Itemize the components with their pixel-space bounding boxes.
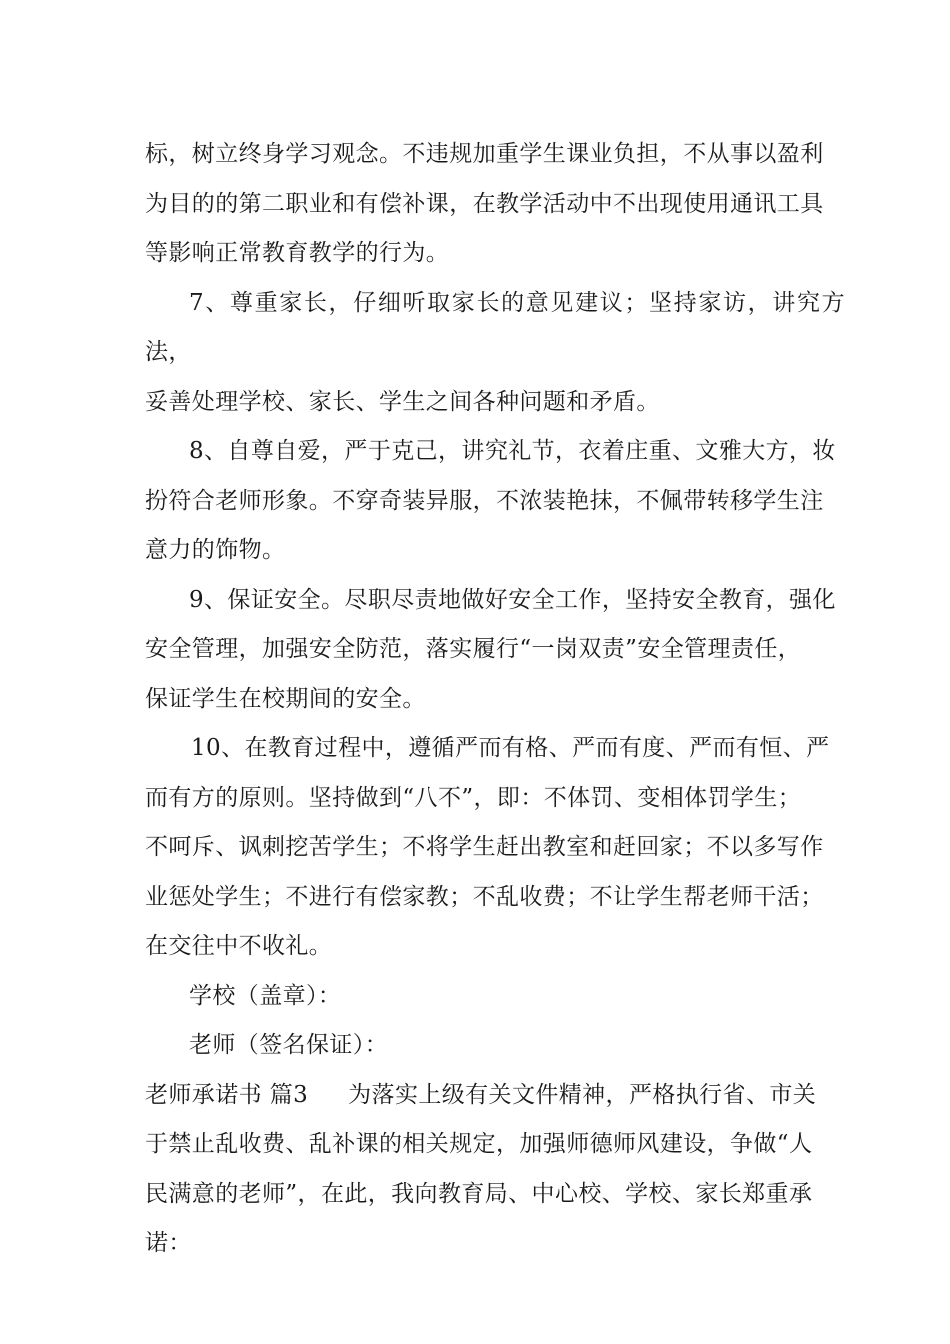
paragraph-item-9: 9、保证安全。尽职尽责地做好安全工作，坚持安全教育，强化 安全管理，加强安全防范，落实履行“一岗双责”安全管理责任， 保证学生在校期间的安全。 xyxy=(145,586,836,712)
section-3-text: 为落实上级有关文件精神，严格执行省、市关 于禁止乱收费、乱补课的相关规定，加强师德师风建设，争做“人 民满意的老师”，在此，我向教育局、中心校、学校、家长郑重承 诺： xyxy=(145,1081,817,1256)
paragraph-item-10: 10、在教育过程中，遵循严而有格、严而有度、严而有恒、严 而有方的原则。坚持做到“八不”，即：不体罚、变相体罚学生； 不呵斥、讽刺挖苦学生；不将学生赶出教室和赶回家；不以多写作 业惩处学生；不进行有偿家教；不乱收费；不让学生帮老师干活； 在交往中不收礼。 xyxy=(145,735,830,959)
teacher-signature-line: 老师（签名保证）： xyxy=(189,1032,389,1058)
section-3 xyxy=(145,1071,845,1269)
paragraph-item-8: 8、自尊自爱，严于克己，讲究礼节，衣着庄重、文雅大方，妆 扮符合老师形象。不穿奇装异服，不浓装艳抹，不佩带转移学生注 意力的饰物。 xyxy=(145,438,836,563)
document-body xyxy=(145,130,845,1269)
paragraph-item-7: 7、尊重家长，仔细听取家长的意见建议；坚持家访，讲究方法， 妥善处理学校、家长、学生之间各种问题和矛盾。 xyxy=(145,289,845,415)
section-3-title: 老师承诺书 篇3 xyxy=(145,1081,309,1108)
paragraph-continuation: 标，树立终身学习观念。不违规加重学生课业负担，不从事以盈利 为目的的第二职业和有偿补课，在教学活动中不出现使用通讯工具 等影响正常教育教学的行为。 xyxy=(145,141,824,266)
school-seal-line: 学校（盖章）： xyxy=(189,982,342,1009)
